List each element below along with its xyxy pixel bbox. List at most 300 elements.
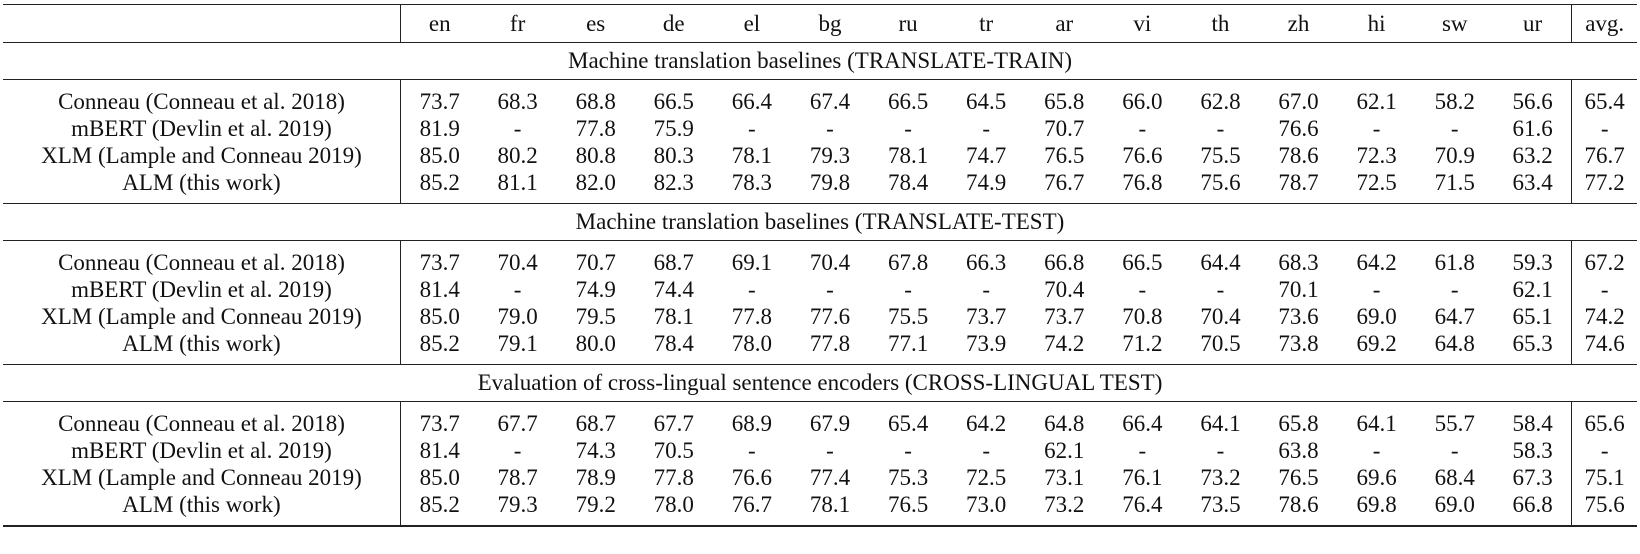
table-row	[3, 491, 1637, 518]
spacer-cell	[869, 196, 947, 204]
table-row	[3, 303, 1637, 330]
cell-ur: 58.3	[1512, 438, 1553, 463]
spacer-cell	[1259, 241, 1337, 250]
spacer-cell	[1103, 241, 1181, 250]
cell-vi: -	[1138, 438, 1147, 463]
spacer-cell	[479, 196, 557, 204]
spacer-cell	[947, 357, 1025, 365]
cell-de: 74.4	[653, 277, 694, 302]
spacer-cell	[1025, 402, 1103, 411]
row-spacer	[3, 357, 1637, 365]
spacer-cell	[1103, 357, 1181, 365]
column-header-vi: vi	[1133, 11, 1152, 36]
spacer-cell	[1259, 402, 1337, 411]
cell-bg: 78.1	[809, 492, 851, 517]
cell-en: 81.4	[400, 276, 478, 303]
spacer-cell	[1338, 402, 1416, 411]
spacer-cell	[1103, 196, 1181, 204]
cell-vi: 70.8	[1122, 304, 1163, 329]
cell-bg: 79.3	[809, 143, 851, 168]
cell-ru: 65.4	[887, 411, 929, 436]
spacer-cell	[557, 241, 635, 250]
cell-tr: -	[982, 116, 990, 141]
spacer-cell	[1103, 80, 1181, 89]
cell-th: 62.8	[1200, 89, 1241, 114]
cell-avg: 75.6	[1572, 491, 1637, 518]
cell-th: 64.4	[1200, 250, 1241, 275]
spacer-cell	[713, 357, 791, 365]
cell-sw: 68.4	[1434, 465, 1475, 490]
cell-hi: 64.2	[1356, 250, 1397, 275]
cell-de: 78.4	[653, 331, 694, 356]
spacer-cell	[3, 357, 400, 365]
spacer-cell	[1259, 357, 1337, 365]
cell-avg: 65.4	[1572, 88, 1637, 115]
cell-ar: 62.1	[1044, 438, 1085, 463]
results-table	[3, 4, 1637, 527]
spacer-cell	[400, 241, 478, 250]
column-header-ar: ar	[1055, 11, 1074, 36]
spacer-cell	[791, 80, 869, 89]
spacer-cell	[1338, 357, 1416, 365]
cell-ar: 70.7	[1044, 116, 1085, 141]
cell-tr: -	[982, 438, 990, 463]
spacer-cell	[1181, 402, 1259, 411]
cell-vi: 71.2	[1122, 331, 1163, 356]
spacer-cell	[1181, 196, 1259, 204]
spacer-cell	[635, 518, 713, 526]
cell-el: 78.3	[731, 170, 772, 195]
cell-ar: 73.1	[1044, 465, 1085, 490]
spacer-cell	[557, 80, 635, 89]
column-header-avg: avg.	[1572, 5, 1637, 43]
column-header-th: th	[1211, 11, 1230, 36]
spacer-cell	[635, 196, 713, 204]
spacer-cell	[1494, 196, 1572, 204]
cell-ru: -	[904, 277, 912, 302]
cell-zh: 70.1	[1278, 277, 1319, 302]
column-header-ur: ur	[1522, 11, 1543, 36]
cell-es: 80.0	[575, 331, 616, 356]
cell-en: 85.2	[400, 330, 478, 357]
cell-zh: 76.5	[1278, 465, 1319, 490]
spacer-cell	[1181, 241, 1259, 250]
cell-bg: -	[826, 438, 834, 463]
cell-th: 70.4	[1200, 304, 1241, 329]
spacer-cell	[557, 402, 635, 411]
cell-th: 75.6	[1200, 170, 1241, 195]
cell-tr: 73.9	[966, 331, 1007, 356]
cell-el: 78.0	[731, 331, 772, 356]
spacer-cell	[635, 402, 713, 411]
spacer-cell	[791, 241, 869, 250]
spacer-cell	[3, 518, 400, 526]
spacer-cell	[1338, 518, 1416, 526]
cell-tr: 66.3	[966, 250, 1007, 275]
cell-es: 77.8	[575, 116, 616, 141]
cell-ur: 67.3	[1512, 465, 1553, 490]
spacer-cell	[869, 402, 947, 411]
cell-zh: 68.3	[1278, 250, 1319, 275]
cell-vi: -	[1138, 277, 1147, 302]
row-spacer	[3, 80, 1637, 89]
row-label: Conneau (Conneau et al. 2018)	[58, 89, 345, 114]
cell-vi: 76.8	[1122, 170, 1163, 195]
cell-sw: 70.9	[1434, 143, 1475, 168]
table-row	[3, 330, 1637, 357]
cell-avg: 77.2	[1572, 169, 1637, 196]
spacer-cell	[1338, 196, 1416, 204]
cell-en: 85.2	[400, 169, 478, 196]
cell-en: 73.7	[400, 249, 478, 276]
cell-avg: 74.2	[1572, 303, 1637, 330]
cell-es: 74.3	[575, 438, 616, 463]
cell-el: -	[748, 277, 756, 302]
cell-el: 76.7	[731, 492, 772, 517]
spacer-cell	[1259, 80, 1337, 89]
cell-hi: -	[1372, 438, 1381, 463]
spacer-cell	[1025, 196, 1103, 204]
cell-th: 75.5	[1200, 143, 1241, 168]
cell-sw: 61.8	[1434, 250, 1475, 275]
row-label: mBERT (Devlin et al. 2019)	[71, 438, 332, 463]
cell-sw: 58.2	[1434, 89, 1475, 114]
cell-hi: 69.6	[1356, 465, 1397, 490]
spacer-cell	[557, 196, 635, 204]
cell-sw: 64.8	[1434, 331, 1475, 356]
row-label: XLM (Lample and Conneau 2019)	[41, 304, 362, 329]
spacer-cell	[1416, 357, 1494, 365]
cell-ru: 67.8	[887, 250, 929, 275]
spacer-cell	[1416, 518, 1494, 526]
spacer-cell	[1494, 402, 1572, 411]
cell-es: 68.7	[575, 411, 616, 436]
cell-ur: 61.6	[1512, 116, 1553, 141]
cell-fr: -	[513, 277, 522, 302]
spacer-cell	[947, 402, 1025, 411]
spacer-cell	[1181, 518, 1259, 526]
cell-es: 68.8	[575, 89, 616, 114]
cell-el: 69.1	[731, 250, 772, 275]
cell-avg: -	[1572, 115, 1637, 142]
row-label: ALM (this work)	[122, 492, 281, 517]
cell-el: 76.6	[731, 465, 772, 490]
table-body	[3, 43, 1637, 527]
cell-sw: 55.7	[1434, 411, 1475, 436]
cell-hi: 72.5	[1356, 170, 1397, 195]
row-label: Conneau (Conneau et al. 2018)	[58, 411, 345, 436]
spacer-cell	[400, 80, 478, 89]
row-spacer	[3, 518, 1637, 526]
cell-fr: -	[513, 438, 522, 463]
spacer-cell	[791, 357, 869, 365]
spacer-cell	[791, 518, 869, 526]
cell-zh: 78.6	[1278, 143, 1319, 168]
spacer-cell	[869, 357, 947, 365]
cell-de: 82.3	[653, 170, 694, 195]
cell-es: 79.2	[575, 492, 616, 517]
spacer-cell	[1025, 518, 1103, 526]
cell-ru: -	[904, 116, 912, 141]
spacer-cell	[479, 402, 557, 411]
spacer-cell	[947, 196, 1025, 204]
cell-tr: 64.2	[966, 411, 1007, 436]
table-row	[3, 88, 1637, 115]
spacer-cell	[1338, 241, 1416, 250]
cell-ar: 73.7	[1044, 304, 1085, 329]
cell-de: 78.1	[653, 304, 694, 329]
cell-zh: 63.8	[1278, 438, 1319, 463]
cell-de: 78.0	[653, 492, 694, 517]
spacer-cell	[1181, 80, 1259, 89]
cell-ar: 64.8	[1044, 411, 1085, 436]
header-corner	[3, 5, 400, 43]
spacer-cell	[1181, 357, 1259, 365]
cell-tr: 73.7	[966, 304, 1007, 329]
cell-ru: -	[904, 438, 912, 463]
cell-avg: -	[1572, 437, 1637, 464]
spacer-cell	[1103, 402, 1181, 411]
column-header-el: el	[743, 11, 761, 36]
spacer-cell	[1572, 80, 1637, 89]
cell-es: 74.9	[575, 277, 616, 302]
cell-vi: 76.6	[1122, 143, 1163, 168]
cell-ur: 65.3	[1512, 331, 1553, 356]
section-header-row	[3, 365, 1637, 402]
cell-ar: 70.4	[1044, 277, 1085, 302]
spacer-cell	[1572, 402, 1637, 411]
cell-avg: -	[1572, 276, 1637, 303]
cell-bg: -	[826, 116, 834, 141]
table-row	[3, 115, 1637, 142]
cell-tr: -	[982, 277, 990, 302]
cell-ur: 62.1	[1512, 277, 1553, 302]
cell-en: 73.7	[400, 410, 478, 437]
cell-zh: 67.0	[1278, 89, 1319, 114]
row-label: mBERT (Devlin et al. 2019)	[71, 277, 332, 302]
row-spacer	[3, 241, 1637, 250]
spacer-cell	[1494, 80, 1572, 89]
spacer-cell	[1494, 518, 1572, 526]
cell-tr: 73.0	[966, 492, 1007, 517]
cell-ur: 56.6	[1512, 89, 1553, 114]
spacer-cell	[400, 357, 478, 365]
spacer-cell	[1025, 80, 1103, 89]
cell-sw: -	[1450, 116, 1459, 141]
cell-el: -	[748, 438, 756, 463]
row-spacer	[3, 402, 1637, 411]
cell-ur: 58.4	[1512, 411, 1553, 436]
spacer-cell	[869, 80, 947, 89]
row-spacer	[3, 196, 1637, 204]
row-label: XLM (Lample and Conneau 2019)	[41, 465, 362, 490]
cell-el: 78.1	[731, 143, 772, 168]
section-header-row	[3, 204, 1637, 241]
cell-el: 68.9	[731, 411, 772, 436]
cell-de: 66.5	[653, 89, 694, 114]
row-label: mBERT (Devlin et al. 2019)	[71, 116, 332, 141]
cell-ru: 66.5	[887, 89, 929, 114]
section-title: Machine translation baselines (TRANSLATE-TRAIN)	[568, 48, 1072, 73]
spacer-cell	[1494, 357, 1572, 365]
spacer-cell	[713, 241, 791, 250]
cell-bg: -	[826, 277, 834, 302]
cell-el: 77.8	[731, 304, 772, 329]
cell-sw: 64.7	[1434, 304, 1475, 329]
cell-fr: 70.4	[497, 250, 538, 275]
spacer-cell	[3, 241, 400, 250]
cell-ur: 63.2	[1512, 143, 1553, 168]
spacer-cell	[635, 357, 713, 365]
spacer-cell	[3, 80, 400, 89]
spacer-cell	[1025, 357, 1103, 365]
cell-ar: 66.8	[1044, 250, 1085, 275]
spacer-cell	[1025, 241, 1103, 250]
cell-sw: -	[1450, 277, 1459, 302]
spacer-cell	[479, 357, 557, 365]
spacer-cell	[1572, 196, 1637, 204]
cell-bg: 67.9	[809, 411, 851, 436]
cell-es: 80.8	[575, 143, 616, 168]
spacer-cell	[713, 80, 791, 89]
header-row	[3, 5, 1637, 43]
cell-th: 73.2	[1200, 465, 1241, 490]
spacer-cell	[1416, 80, 1494, 89]
cell-th: -	[1216, 116, 1225, 141]
cell-zh: 76.6	[1278, 116, 1319, 141]
cell-hi: -	[1372, 277, 1381, 302]
cell-en: 81.9	[400, 115, 478, 142]
spacer-cell	[1259, 196, 1337, 204]
cell-zh: 78.6	[1278, 492, 1319, 517]
cell-ur: 63.4	[1512, 170, 1553, 195]
spacer-cell	[1494, 241, 1572, 250]
cell-ur: 59.3	[1512, 250, 1553, 275]
cell-ru: 75.5	[887, 304, 929, 329]
cell-sw: 69.0	[1434, 492, 1475, 517]
spacer-cell	[1416, 196, 1494, 204]
cell-es: 79.5	[575, 304, 616, 329]
spacer-cell	[1572, 241, 1637, 250]
column-header-bg: bg	[818, 11, 842, 36]
spacer-cell	[557, 518, 635, 526]
cell-avg: 75.1	[1572, 464, 1637, 491]
spacer-cell	[400, 196, 478, 204]
cell-ar: 73.2	[1044, 492, 1085, 517]
cell-fr: 68.3	[497, 89, 538, 114]
cell-hi: 69.2	[1356, 331, 1397, 356]
cell-en: 85.0	[400, 303, 478, 330]
cell-el: -	[748, 116, 756, 141]
column-header-tr: tr	[979, 11, 994, 36]
table-row	[3, 169, 1637, 196]
spacer-cell	[635, 80, 713, 89]
cell-ru: 78.4	[887, 170, 929, 195]
spacer-cell	[791, 402, 869, 411]
spacer-cell	[557, 357, 635, 365]
cell-de: 77.8	[653, 465, 694, 490]
spacer-cell	[3, 196, 400, 204]
column-header-fr: fr	[509, 11, 526, 36]
cell-de: 70.5	[653, 438, 694, 463]
spacer-cell	[791, 196, 869, 204]
column-header-ru: ru	[898, 11, 918, 36]
cell-bg: 67.4	[809, 89, 851, 114]
cell-fr: 79.3	[497, 492, 538, 517]
cell-hi: 72.3	[1356, 143, 1397, 168]
column-header-en: en	[400, 5, 478, 43]
cell-ur: 65.1	[1512, 304, 1553, 329]
cell-bg: 70.4	[809, 250, 851, 275]
column-header-zh: zh	[1287, 11, 1310, 36]
cell-sw: 71.5	[1434, 170, 1475, 195]
spacer-cell	[1416, 241, 1494, 250]
cell-avg: 65.6	[1572, 410, 1637, 437]
spacer-cell	[713, 196, 791, 204]
section-title: Evaluation of cross-lingual sentence encoders (CROSS-LINGUAL TEST)	[477, 370, 1163, 395]
cell-hi: 62.1	[1356, 89, 1397, 114]
cell-es: 78.9	[575, 465, 616, 490]
cell-en: 85.2	[400, 491, 478, 518]
cell-ru: 76.5	[887, 492, 929, 517]
spacer-cell	[947, 241, 1025, 250]
spacer-cell	[947, 518, 1025, 526]
cell-de: 80.3	[653, 143, 694, 168]
cell-zh: 73.8	[1278, 331, 1319, 356]
spacer-cell	[635, 241, 713, 250]
cell-hi: 64.1	[1356, 411, 1397, 436]
cell-th: 70.5	[1200, 331, 1241, 356]
cell-ar: 74.2	[1044, 331, 1085, 356]
cell-avg: 74.6	[1572, 330, 1637, 357]
cell-vi: -	[1138, 116, 1147, 141]
cell-en: 81.4	[400, 437, 478, 464]
spacer-cell	[400, 518, 478, 526]
cell-ru: 77.1	[887, 331, 929, 356]
spacer-cell	[479, 241, 557, 250]
column-header-de: de	[662, 11, 685, 36]
spacer-cell	[1338, 80, 1416, 89]
spacer-cell	[713, 518, 791, 526]
cell-vi: 66.0	[1122, 89, 1163, 114]
cell-tr: 72.5	[966, 465, 1007, 490]
cell-bg: 79.8	[809, 170, 851, 195]
section-header-row	[3, 43, 1637, 80]
spacer-cell	[479, 518, 557, 526]
cell-vi: 66.5	[1122, 250, 1163, 275]
spacer-cell	[947, 80, 1025, 89]
column-header-hi: hi	[1367, 11, 1386, 36]
cell-ur: 66.8	[1512, 492, 1553, 517]
cell-bg: 77.6	[809, 304, 851, 329]
cell-tr: 74.7	[966, 143, 1007, 168]
table-row	[3, 276, 1637, 303]
cell-zh: 78.7	[1278, 170, 1319, 195]
cell-bg: 77.4	[809, 465, 851, 490]
cell-es: 82.0	[575, 170, 616, 195]
cell-th: -	[1216, 277, 1225, 302]
cell-ru: 75.3	[887, 465, 929, 490]
cell-de: 75.9	[653, 116, 694, 141]
cell-fr: 80.2	[497, 143, 538, 168]
cell-el: 66.4	[731, 89, 772, 114]
row-label: ALM (this work)	[122, 331, 281, 356]
cell-vi: 76.4	[1122, 492, 1163, 517]
cell-hi: -	[1372, 116, 1381, 141]
column-header-sw: sw	[1441, 11, 1468, 36]
cell-ar: 65.8	[1044, 89, 1085, 114]
spacer-cell	[1103, 518, 1181, 526]
